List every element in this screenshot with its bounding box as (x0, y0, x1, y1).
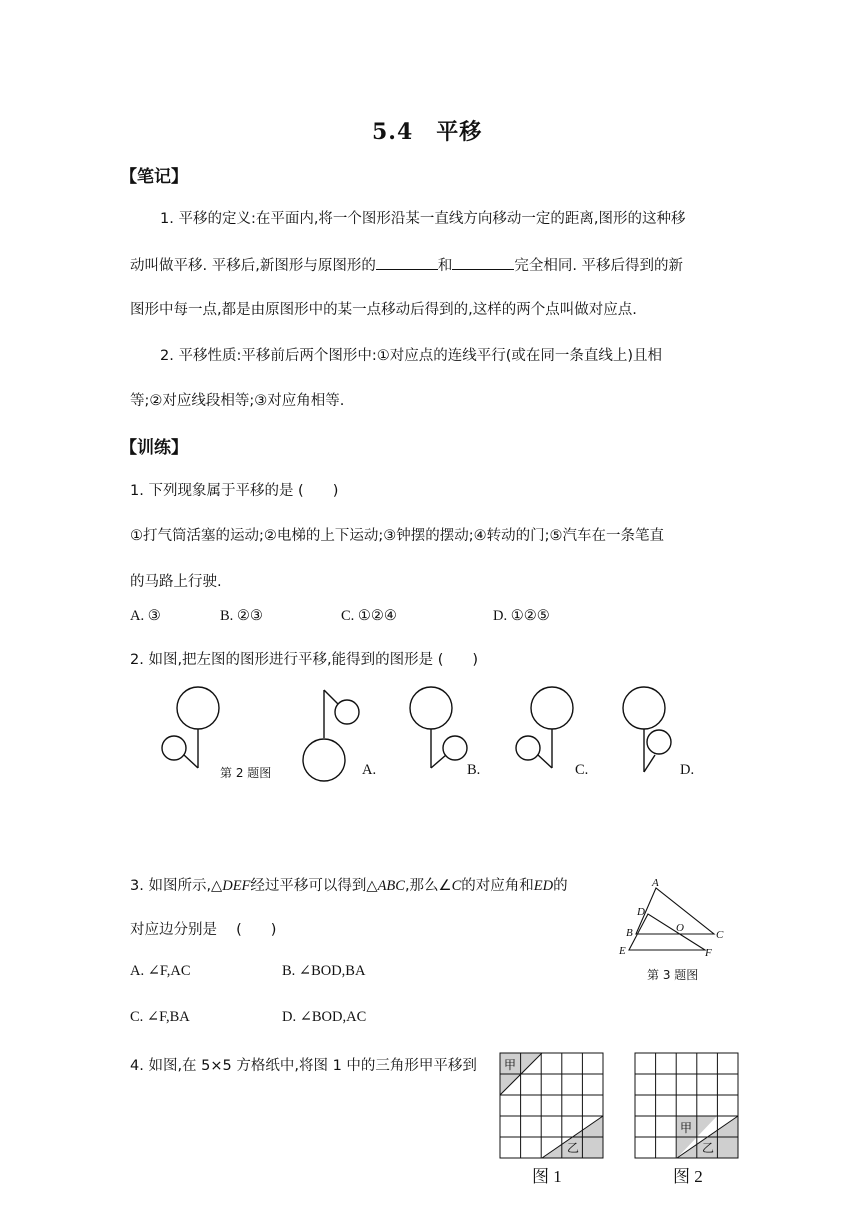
note-1-line-2-part-b: 和 (437, 258, 453, 274)
q3-point-e: E (619, 945, 626, 957)
q3-triangle-abc: ABC (377, 878, 405, 894)
q3-segment-ed: ED (533, 878, 554, 894)
q3-line-2: 对应边分别是 ( ) (130, 922, 277, 938)
q3-point-f: F (705, 947, 712, 958)
q2-label-c: C. (575, 762, 589, 778)
q3-caption: 第 3 题图 (647, 968, 699, 982)
q3-stem-part-d: 的对应角和 (461, 878, 534, 894)
q4-figure-1-grid (499, 1052, 605, 1160)
fill-blank-1 (376, 257, 438, 270)
q1-option-b: B. ②③ (220, 608, 263, 624)
q2-stem: 2. 如图,把左图的图形进行平移,能得到的图形是 ( ) (130, 652, 479, 668)
q3-triangle-def: DEF (222, 878, 251, 894)
note-1-line-2 (130, 254, 683, 275)
q4-figure-1-label: 图 1 (532, 1167, 562, 1186)
note-2-line-2: 等;②对应线段相等;③对应角相等. (130, 393, 345, 409)
q3-point-d: D (637, 906, 645, 918)
note-1-line-3: 图形中每一点,都是由原图形中的某一点移动后得到的,这样的两个点叫做对应点. (130, 302, 637, 318)
q3-stem-part-c: ,那么∠ (404, 878, 452, 894)
fill-blank-2 (452, 257, 514, 270)
practice-heading: 【训练】 (120, 438, 188, 458)
q4-fig1-yi-label: 乙 (567, 1141, 580, 1155)
q1-option-a: A. ③ (130, 608, 161, 624)
note-1-line-2-part-c: 完全相同. 平移后得到的新 (514, 258, 684, 274)
q3-point-o: O (676, 922, 684, 934)
q2-option-c-figure (516, 687, 573, 768)
q3-figure (612, 876, 732, 958)
q3-option-a: A. ∠F,AC (130, 963, 191, 979)
q3-option-d: D. ∠BOD,AC (282, 1009, 367, 1025)
q3-angle-c: C (451, 878, 462, 894)
q2-label-d: D. (680, 762, 695, 778)
q2-label-b: B. (467, 762, 481, 778)
q3-triangle-def-shape (629, 914, 705, 950)
q2-option-d-figure (623, 687, 671, 772)
q3-point-c: C (716, 929, 724, 941)
q1-option-c: C. ①②④ (341, 608, 397, 624)
page-title: 5.4 平移 (372, 119, 483, 145)
q3-stem-part-b: 经过平移可以得到△ (250, 878, 378, 894)
notes-heading: 【笔记】 (120, 167, 188, 187)
note-1-line-2-part-a: 动叫做平移. 平移后,新图形与原图形的 (130, 258, 376, 274)
q2-caption: 第 2 题图 (220, 766, 272, 780)
q3-option-c: C. ∠F,BA (130, 1009, 190, 1025)
note-1-line-1: 1. 平移的定义:在平面内,将一个图形沿某一直线方向移动一定的距离,图形的这种移 (160, 211, 686, 227)
q2-original-figure (162, 687, 219, 768)
q3-stem (130, 874, 568, 895)
q1-line-2: ①打气筒活塞的运动;②电梯的上下运动;③钟摆的摆动;④转动的门;⑤汽车在一条笔直 (130, 528, 665, 544)
q3-stem-part-e: 的 (553, 878, 568, 894)
q4-fig2-yi-label: 乙 (702, 1141, 715, 1155)
q3-triangle-abc-shape (636, 888, 714, 934)
q1-line-3: 的马路上行驶. (130, 574, 222, 590)
q3-option-b: B. ∠BOD,BA (282, 963, 366, 979)
q1-stem: 1. 下列现象属于平移的是 ( ) (130, 483, 339, 499)
q4-figure-2-grid (634, 1052, 740, 1160)
q3-stem-part-a: 3. 如图所示,△ (130, 878, 223, 894)
q4-stem: 4. 如图,在 5×5 方格纸中,将图 1 中的三角形甲平移到 (130, 1058, 477, 1074)
q4-fig1-jia-label: 甲 (504, 1058, 517, 1072)
q3-point-b: B (626, 927, 633, 939)
q1-option-d: D. ①②⑤ (493, 608, 550, 624)
q3-point-a: A (652, 877, 659, 889)
q2-label-a: A. (362, 762, 377, 778)
note-2-line-1: 2. 平移性质:平移前后两个图形中:①对应点的连线平行(或在同一条直线上)且相 (160, 348, 663, 364)
q4-fig2-jia-label: 甲 (680, 1121, 693, 1135)
q2-option-b-figure (410, 687, 467, 768)
q2-option-a-figure (303, 690, 359, 781)
q4-figure-2-label: 图 2 (673, 1167, 703, 1186)
